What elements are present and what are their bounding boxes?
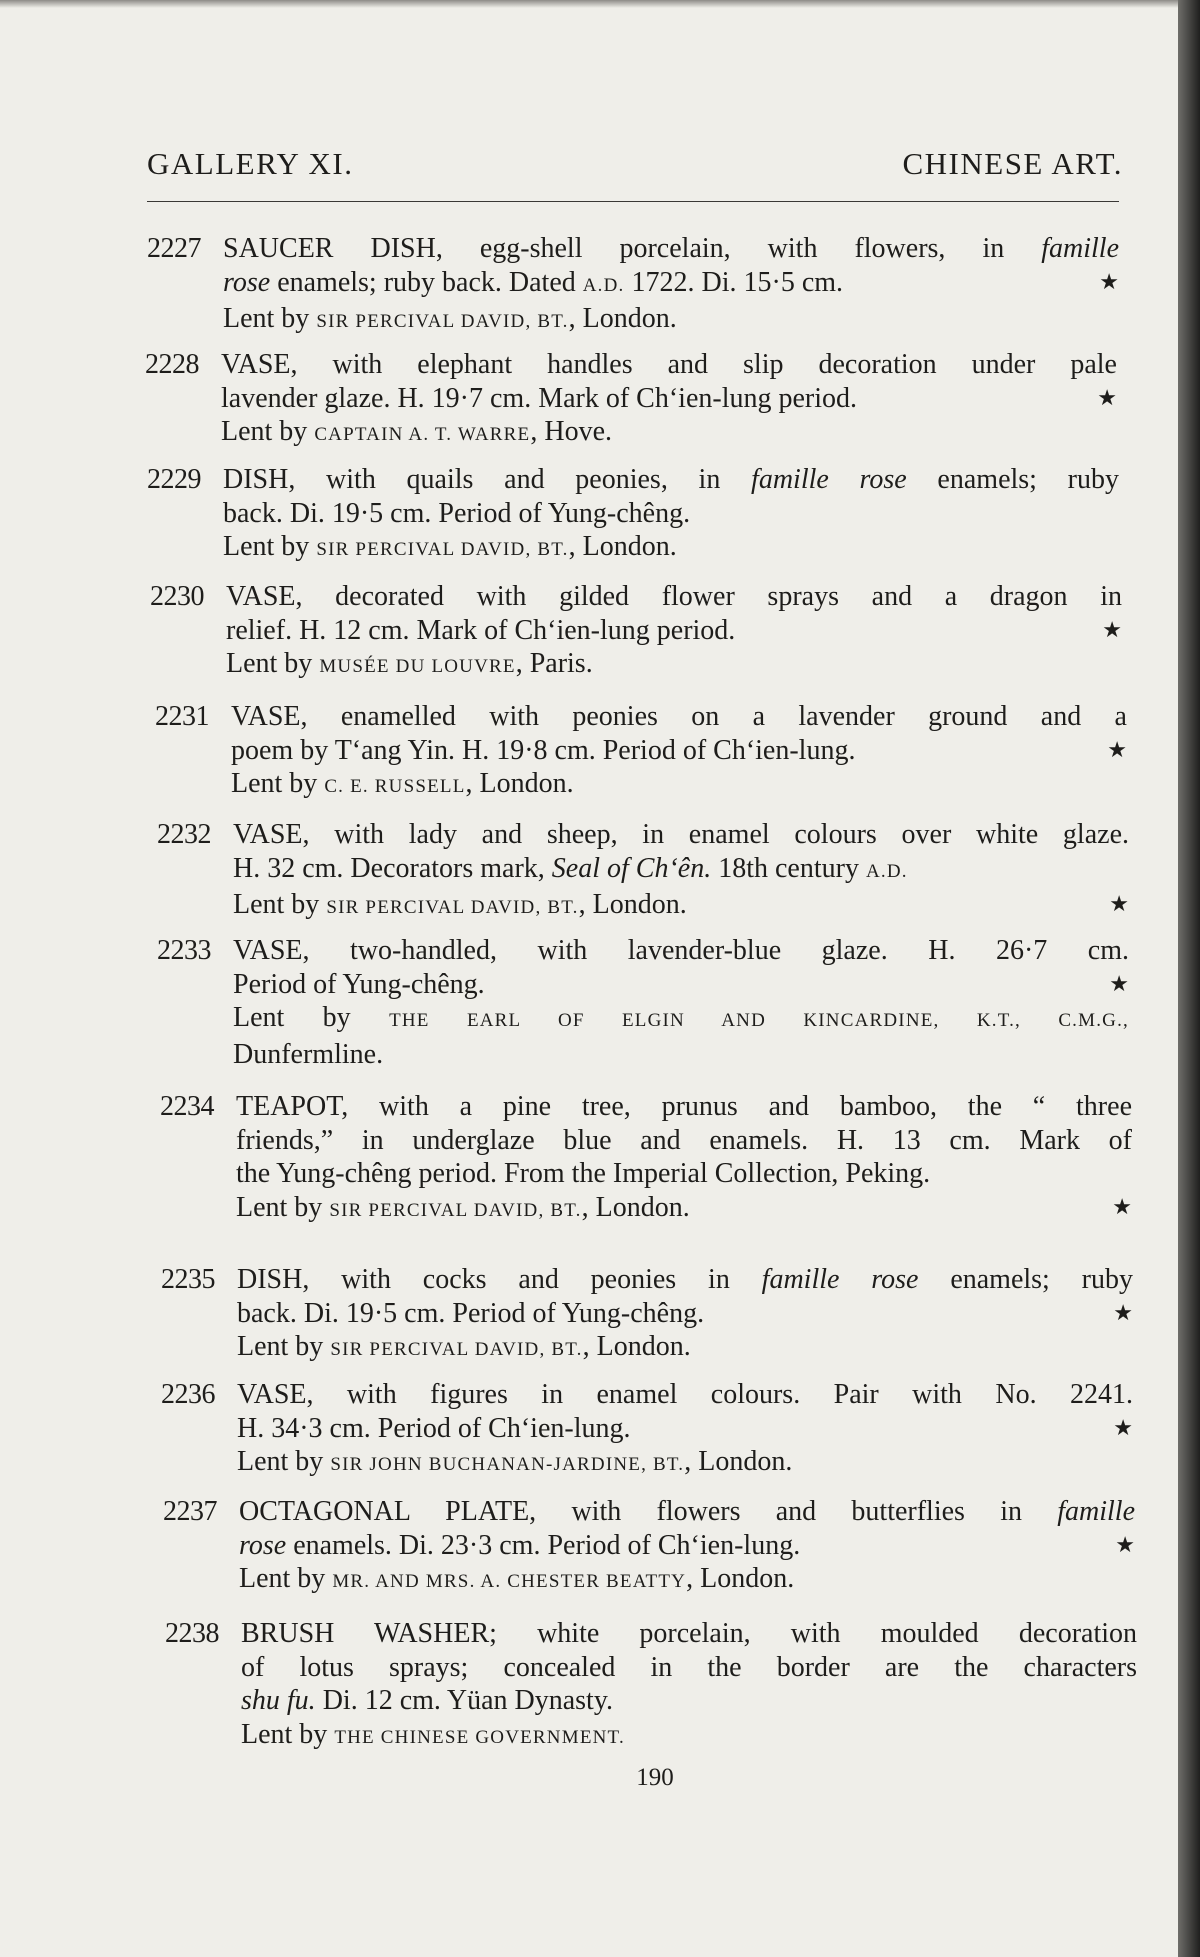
lender-location: Dunfermline. [233, 1038, 384, 1070]
text-run: enamels; ruby back. Dated [270, 266, 583, 298]
description-line [223, 232, 1119, 266]
small-caps-name: C. E. RUSSELL [324, 776, 466, 797]
header-rule [147, 201, 1119, 202]
entry-description [239, 1495, 1135, 1599]
page-number: 190 [636, 1764, 674, 1791]
lender-line [237, 1445, 1133, 1482]
description-line [233, 818, 1129, 852]
page-top-edge [0, 0, 1178, 8]
text-run: the Yung-chêng period. From the Imperial Collection, Peking. [236, 1158, 931, 1189]
description-line [239, 1495, 1135, 1529]
catalogue-entry [161, 1263, 1133, 1367]
italic-text: rose [239, 1529, 287, 1561]
text-run: Lent by [237, 1331, 331, 1362]
description-line [223, 266, 1119, 303]
text-run: SAUCER DISH, egg-shell porcelain, with flowers, in [223, 233, 1042, 264]
text-run: lavender glaze. H. 19·7 cm. Mark of Ch‘ien-lung period. [221, 382, 858, 414]
running-head-right: CHINESE ART. [902, 146, 1123, 181]
text-run: OCTAGONAL PLATE, with flowers and butterflies in [239, 1496, 1058, 1527]
text-run: Lent by [221, 416, 315, 447]
text-run: back. Di. 19·5 cm. Period of Yung-chêng. [223, 497, 691, 529]
small-caps-name: SIR PERCIVAL DAVID, BT. [326, 897, 579, 918]
text-run: , London. [581, 1191, 690, 1223]
description-line [221, 348, 1117, 382]
description-line [223, 497, 1119, 531]
star-icon: ★ [1113, 1300, 1133, 1326]
description-line [241, 1651, 1137, 1685]
description-line [226, 614, 1122, 648]
running-head-left: GALLERY XI. [147, 146, 354, 181]
text-run: , London. [684, 1446, 793, 1477]
star-icon: ★ [1115, 1532, 1135, 1558]
text-run: back. Di. 19·5 cm. Period of Yung-chêng. [237, 1297, 705, 1329]
entry-description [223, 232, 1119, 339]
text-run: Lent by [233, 889, 327, 920]
catalogue-entry [157, 818, 1129, 925]
description-line [233, 968, 1129, 1002]
text-run: of lotus sprays; concealed in the border are the characters [241, 1651, 1137, 1683]
description-line [231, 700, 1127, 734]
entry-description [241, 1617, 1137, 1754]
entry-description [223, 463, 1119, 567]
lender-line [231, 767, 1127, 804]
italic-text: shu fu. [241, 1685, 316, 1716]
text-run: , London. [578, 889, 687, 920]
entry-number: 2235 [161, 1264, 215, 1295]
text-run: , London. [465, 768, 574, 799]
text-run: Lent by [239, 1563, 333, 1594]
text-run: enamels; ruby [906, 464, 1119, 495]
text-run: VASE, decorated with gilded flower sprays and a dragon in [226, 581, 1122, 612]
small-caps-name: SIR JOHN BUCHANAN-JARDINE, BT. [330, 1454, 685, 1475]
entry-description [233, 934, 1129, 1071]
entry-number: 2238 [165, 1618, 219, 1649]
text-run: BRUSH WASHER; white porcelain, with moulded decoration [241, 1618, 1137, 1649]
star-icon: ★ [1112, 1194, 1132, 1220]
text-run: , London. [686, 1563, 795, 1594]
star-icon: ★ [1097, 385, 1117, 411]
text-run: poem by T‘ang Yin. H. 19·8 cm. Period of Ch‘ien-lung. [231, 734, 856, 766]
catalogue-entry [157, 934, 1129, 1071]
description-line [237, 1378, 1133, 1412]
small-caps-name: SIR PERCIVAL DAVID, BT. [316, 311, 569, 332]
italic-text: famille [1041, 233, 1119, 264]
description-line [223, 463, 1119, 497]
italic-text: famille rose [751, 464, 907, 495]
text-run: Lent by [236, 1191, 330, 1223]
catalogue-entry [147, 463, 1119, 567]
text-run: VASE, with lady and sheep, in enamel colours over white glaze. [233, 819, 1129, 850]
book-spine-edge [1178, 0, 1200, 1957]
lender-line [237, 1330, 1133, 1367]
text-run: enamels. Di. 23·3 cm. Period of Ch‘ien-lung. [286, 1529, 801, 1561]
lender-line [223, 302, 1119, 339]
description-line [237, 1412, 1133, 1446]
lender-line [241, 1718, 1137, 1755]
star-icon: ★ [1102, 617, 1122, 643]
star-icon: ★ [1113, 1415, 1133, 1441]
entry-description [231, 700, 1127, 804]
small-caps-name: SIR PERCIVAL DAVID, BT. [329, 1199, 582, 1221]
entry-description [221, 348, 1117, 452]
entry-description [237, 1263, 1133, 1367]
description-line [239, 1529, 1135, 1563]
catalogue-entry [161, 1378, 1133, 1482]
text-run: 1722. Di. 15·5 cm. [624, 266, 844, 298]
description-line [226, 580, 1122, 614]
description-line [236, 1090, 1132, 1124]
entry-number: 2233 [157, 935, 211, 966]
entry-number: 2237 [163, 1496, 217, 1527]
entry-description [226, 580, 1122, 684]
text-run: DISH, with cocks and peonies in [237, 1264, 762, 1295]
text-run: Lent by [223, 531, 317, 562]
lender-line [226, 647, 1122, 684]
entry-number: 2234 [160, 1091, 214, 1122]
description-line [233, 934, 1129, 968]
description-line [231, 734, 1127, 768]
text-run: TEAPOT, with a pine tree, prunus and bamboo, the “ three [236, 1091, 1132, 1122]
star-icon: ★ [1109, 892, 1129, 917]
entry-number: 2229 [147, 464, 201, 495]
catalogue-entry [160, 1090, 1132, 1227]
small-caps-name: MR. AND MRS. A. CHESTER BEATTY [332, 1571, 687, 1592]
entry-number: 2232 [157, 819, 211, 850]
small-caps-name: THE CHINESE GOVERNMENT. [334, 1726, 625, 1748]
star-icon: ★ [1099, 269, 1119, 295]
small-caps-name: SIR PERCIVAL DAVID, BT. [316, 539, 569, 560]
description-line [221, 382, 1117, 416]
text-run: , London. [568, 531, 677, 562]
lender-line [221, 415, 1117, 452]
text-run: VASE, with elephant handles and slip decoration under pale [221, 349, 1117, 380]
text-run: H. 34·3 cm. Period of Ch‘ien-lung. [237, 1412, 631, 1444]
text-run: 18th century [711, 852, 866, 884]
text-run: Lent by [231, 768, 325, 799]
entry-description [233, 818, 1129, 925]
text-run: Period of Yung-chêng. [233, 968, 485, 1000]
lender-line [233, 1001, 1129, 1038]
description-line [241, 1684, 1137, 1718]
catalogue-entry [147, 232, 1119, 339]
text-run: friends,” in underglaze blue and enamels. H. 13 cm. Mark of [236, 1124, 1132, 1156]
description-line [233, 852, 1129, 889]
description-line [236, 1157, 1132, 1191]
text-run: Lent by [233, 1002, 390, 1033]
text-run: Lent by [241, 1718, 335, 1750]
entry-description [236, 1090, 1132, 1227]
lender-line [233, 888, 1129, 925]
text-run: enamels; ruby [918, 1264, 1133, 1295]
catalogue-entry [145, 348, 1117, 452]
description-line [241, 1617, 1137, 1651]
small-caps-name: THE EARL OF ELGIN AND KINCARDINE, K.T., C.M.G., [389, 1010, 1130, 1031]
italic-text: famille rose [761, 1264, 919, 1295]
description-line [236, 1124, 1132, 1158]
lender-line [223, 530, 1119, 567]
entry-number: 2230 [150, 581, 204, 612]
lender-line [239, 1562, 1135, 1599]
italic-text: rose [223, 266, 271, 298]
text-run: relief. H. 12 cm. Mark of Ch‘ien-lung period. [226, 614, 736, 646]
small-caps-name: SIR PERCIVAL DAVID, BT. [330, 1339, 583, 1360]
entry-number: 2231 [155, 701, 209, 732]
text-run: , London. [582, 1331, 691, 1362]
text-run: , Paris. [515, 648, 593, 679]
text-run: Lent by [223, 303, 317, 334]
text-run: Lent by [237, 1446, 331, 1477]
italic-text: famille [1057, 1496, 1135, 1527]
text-run: H. 32 cm. Decorators mark, [233, 852, 552, 884]
small-caps-name: A.D. [865, 860, 908, 882]
text-run: DISH, with quails and peonies, in [223, 464, 752, 495]
star-icon: ★ [1109, 971, 1129, 997]
description-line [237, 1263, 1133, 1297]
catalogue-entry [150, 580, 1122, 684]
text-run: VASE, with figures in enamel colours. Pair with No. 2241. [237, 1379, 1133, 1410]
italic-text: Seal of Ch‘ên. [551, 852, 712, 884]
lender-line [236, 1191, 1132, 1228]
text-run: Lent by [226, 648, 320, 679]
entry-description [237, 1378, 1133, 1482]
text-run: , London. [568, 303, 677, 334]
running-head [147, 146, 1123, 182]
small-caps-name: CAPTAIN A. T. WARRE [314, 424, 531, 445]
small-caps-name: MUSÉE DU LOUVRE [319, 656, 516, 677]
catalogue-entry [165, 1617, 1137, 1754]
entry-number: 2227 [147, 233, 201, 264]
catalogue-entry [163, 1495, 1135, 1599]
description-line [237, 1297, 1133, 1331]
entry-number: 2236 [161, 1379, 215, 1410]
text-run: , Hove. [530, 416, 613, 447]
star-icon: ★ [1107, 737, 1127, 763]
small-caps-name: A.D. [582, 274, 625, 296]
text-run: Di. 12 cm. Yüan Dynasty. [315, 1685, 614, 1716]
entry-number: 2228 [145, 349, 199, 380]
text-run: VASE, enamelled with peonies on a lavender ground and a [231, 701, 1127, 732]
catalogue-entry [155, 700, 1127, 804]
text-run: VASE, two-handled, with lavender-blue glaze. H. 26·7 cm. [233, 935, 1129, 966]
